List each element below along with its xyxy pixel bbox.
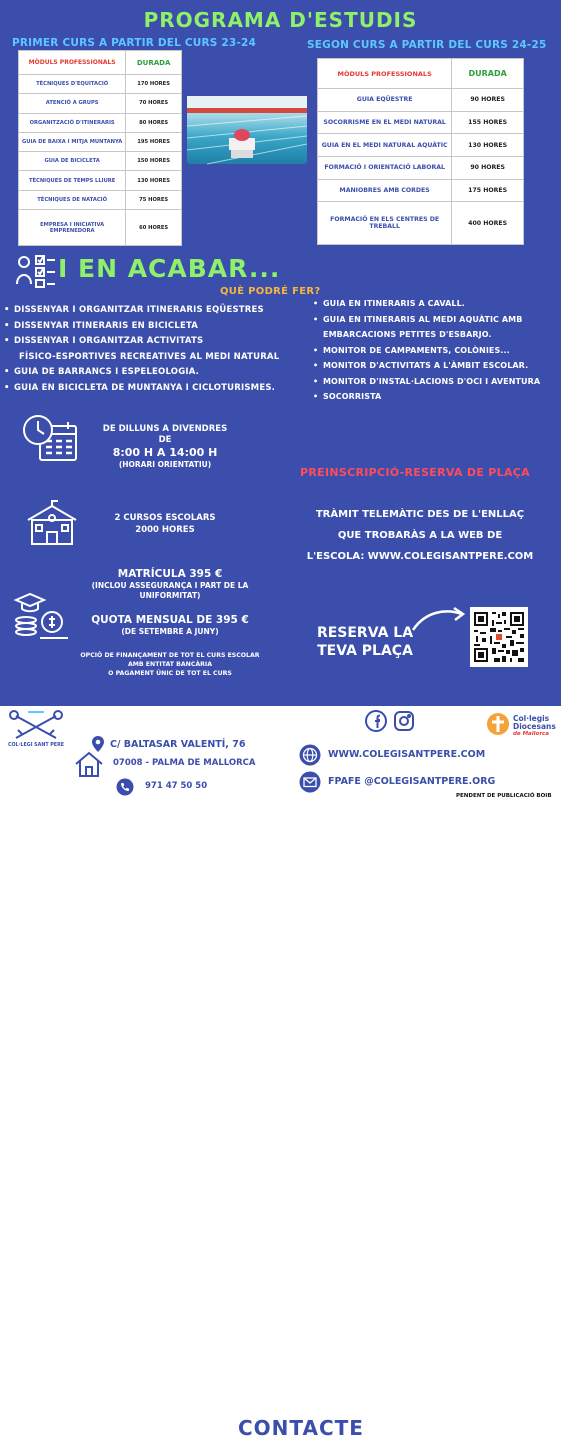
enrolment-note: (INCLOU ASSEGURANÇA I PART DE LA	[91, 581, 249, 590]
reserve-place-cta	[310, 624, 420, 660]
second-year-modules-table	[317, 58, 524, 245]
module-name: ORGANITZACIÓ D'ITINERARIS	[19, 113, 126, 132]
list-item: • GUIA EN BICICLETA DE MUNTANYA I CICLOTURISMES.	[4, 381, 304, 397]
financing-note: OPCIÓ DE FINANÇAMENT DE TOT EL CURS ESCOLAR	[80, 652, 260, 659]
globe-icon	[299, 744, 321, 771]
module-hours: 90 HORES	[452, 89, 524, 112]
checklist-person-icon	[16, 254, 56, 293]
module-name: GUIA EQÜESTRE	[318, 89, 452, 112]
module-hours: 155 HORES	[452, 111, 524, 134]
enrolment-note: UNIFORMITAT)	[139, 591, 201, 600]
module-name: TÈCNIQUES D'EQUITACIÓ	[19, 75, 126, 94]
outcomes-question: QUÈ PODRÉ FER?	[220, 286, 321, 297]
table-row	[318, 134, 524, 157]
house-icon	[74, 750, 104, 783]
preinscription-line[interactable]: L'ESCOLA: WWW.COLEGISANTPERE.COM	[306, 551, 534, 562]
first-year-modules-table	[18, 50, 182, 246]
list-item: FÍSICO-ESPORTIVES RECREATIVES AL MEDI NATURAL	[19, 351, 280, 362]
list-item: • GUIA EN ITINERARIS AL MEDI AQUÀTIC AMB EMBARCACIONS PETITES D'ESBARJO.	[313, 312, 559, 343]
diocesan-logo-text: de Mallorca	[513, 731, 549, 737]
table-row	[19, 152, 182, 171]
duration-hours: 2000 HORES	[135, 525, 195, 535]
clock-calendar-icon	[22, 414, 78, 469]
table-header-module: MÒDULS PROFESSIONALS	[318, 59, 452, 89]
module-name: EMPRESA I INICIATIVA EMPRENEDORA	[19, 210, 126, 246]
page-title: PROGRAMA D'ESTUDIS	[143, 8, 418, 32]
list-item: • SOCORRISTA	[313, 389, 559, 405]
first-year-subtitle: PRIMER CURS A PARTIR DEL CURS 23-24	[12, 37, 256, 49]
financing-note: O PAGAMENT ÚNIC DE TOT EL CURS	[108, 670, 232, 677]
module-name: ATENCIÓ A GRUPS	[19, 94, 126, 113]
schedule-note: (HORARI ORIENTATIU)	[118, 460, 212, 469]
list-item: • MONITOR D'INSTAL·LACIONS D'OCI I AVENTURA	[313, 374, 559, 390]
module-hours: 175 HORES	[452, 179, 524, 202]
schedule-days: DE DILLUNS A DIVENDRES	[102, 424, 228, 434]
module-hours: 60 HORES	[126, 210, 182, 246]
module-name: TÈCNIQUES DE TEMPS LLIURE	[19, 171, 126, 190]
table-row	[318, 202, 524, 245]
module-name: SOCORRISME EN EL MEDI NATURAL	[318, 111, 452, 134]
table-row	[318, 111, 524, 134]
table-header-module: MÒDULS PROFESSIONALS	[19, 51, 126, 75]
module-name: GUIA DE BAIXA I MITJA MUNTANYA	[19, 132, 126, 151]
duration-courses: 2 CURSOS ESCOLARS	[114, 513, 216, 523]
email-link[interactable]: FPAFE @COLEGISANTPERE.ORG	[328, 776, 496, 787]
table-row	[318, 179, 524, 202]
swimming-pool-image	[187, 96, 307, 164]
module-name: GUIA DE BICICLETA	[19, 152, 126, 171]
preinscription-heading: PREINSCRIPCIÓ-RESERVA DE PLAÇA	[300, 466, 530, 479]
table-row	[19, 94, 182, 113]
table-row	[19, 113, 182, 132]
module-hours: 195 HORES	[126, 132, 182, 151]
arrow-icon	[410, 604, 468, 639]
facebook-icon[interactable]	[364, 709, 388, 738]
pending-publication-note: PENDENT DE PUBLICACIÓ BOIB	[456, 793, 552, 799]
module-hours: 70 HORES	[126, 94, 182, 113]
list-item: • DISSENYAR I ORGANITZAR ACTIVITATS	[4, 334, 304, 350]
contact-footer	[0, 706, 561, 1440]
qr-code[interactable]	[470, 607, 528, 667]
module-hours: 80 HORES	[126, 113, 182, 132]
list-item: • GUIA DE BARRANCS I ESPELEOLOGIA.	[4, 365, 304, 381]
enrolment-fee: MATRÍCULA 395 €	[117, 568, 223, 580]
instagram-icon[interactable]	[392, 709, 416, 738]
diocesan-logo-text: Diocesans	[513, 722, 556, 731]
table-row	[19, 132, 182, 151]
list-item: • DISSENYAR ITINERARIS EN BICICLETA	[4, 319, 304, 335]
monthly-fee: QUOTA MENSUAL DE 395 €	[91, 614, 249, 626]
table-row	[318, 89, 524, 112]
cta-line: TEVA PLAÇA	[317, 643, 413, 659]
address-city: 07008 - PALMA DE MALLORCA	[113, 758, 256, 768]
outcomes-list-left	[4, 303, 304, 396]
address-street: C/ BALTASAR VALENTÍ, 76	[110, 739, 246, 750]
module-hours: 90 HORES	[452, 157, 524, 180]
school-building-icon	[26, 500, 78, 551]
list-item: • MONITOR DE CAMPAMENTS, COLÒNIES...	[313, 343, 559, 359]
school-logo-text: COL·LEGI SANT PERE	[7, 743, 65, 748]
module-name: FORMACIÓ EN ELS CENTRES DE TREBALL	[318, 202, 452, 245]
table-row	[19, 75, 182, 94]
financing-note: AMB ENTITAT BANCÀRIA	[127, 661, 213, 668]
module-hours: 75 HORES	[126, 190, 182, 209]
email-icon	[299, 771, 321, 798]
list-item: • GUIA EN ITINERARIS A CAVALL.	[313, 296, 559, 312]
second-year-subtitle: SEGON CURS A PARTIR DEL CURS 24-25	[307, 39, 547, 51]
module-hours: 170 HORES	[126, 75, 182, 94]
diocesan-schools-logo	[484, 712, 512, 741]
outcomes-heading: I EN ACABAR...	[58, 254, 281, 283]
poster	[0, 0, 561, 706]
table-row	[19, 210, 182, 246]
money-graduation-icon	[14, 592, 70, 647]
diocesan-logo-text: Col·legis	[513, 714, 550, 723]
table-row	[318, 157, 524, 180]
contact-heading: CONTACTE	[238, 1416, 364, 1440]
module-name: MANIOBRES AMB CORDES	[318, 179, 452, 202]
website-link[interactable]: WWW.COLEGISANTPERE.COM	[328, 749, 486, 760]
schedule-de: DE	[158, 435, 172, 445]
table-row	[19, 171, 182, 190]
list-item: • MONITOR D'ACTIVITATS A L'ÀMBIT ESCOLAR.	[313, 358, 559, 374]
module-hours: 400 HORES	[452, 202, 524, 245]
table-header-duration: DURADA	[452, 59, 524, 89]
module-hours: 130 HORES	[126, 171, 182, 190]
phone-icon	[116, 778, 134, 801]
module-hours: 130 HORES	[452, 134, 524, 157]
preinscription-text	[290, 504, 550, 567]
monthly-note: (DE SETEMBRE A JUNY)	[121, 627, 219, 636]
module-name: GUIA EN EL MEDI NATURAL AQUÀTIC	[318, 134, 452, 157]
module-hours: 150 HORES	[126, 152, 182, 171]
phone-number[interactable]: 971 47 50 50	[145, 781, 208, 791]
school-crossed-keys-logo	[6, 710, 66, 747]
schedule-time: 8:00 H A 14:00 H	[112, 446, 218, 459]
table-header-duration: DURADA	[126, 51, 182, 75]
preinscription-line: TRÀMIT TELEMÀTIC DES DE L'ENLLAÇ	[315, 509, 525, 520]
list-item: • DISSENYAR I ORGANITZAR ITINERARIS EQÜESTRES	[4, 303, 304, 319]
module-name: TÈCNIQUES DE NATACIÓ	[19, 190, 126, 209]
module-name: FORMACIÓ I ORIENTACIÓ LABORAL	[318, 157, 452, 180]
outcomes-list-right	[313, 296, 559, 405]
preinscription-line: QUE TROBARÀS A LA WEB DE	[337, 530, 503, 541]
cta-line: RESERVA LA	[316, 625, 414, 641]
table-row	[19, 190, 182, 209]
